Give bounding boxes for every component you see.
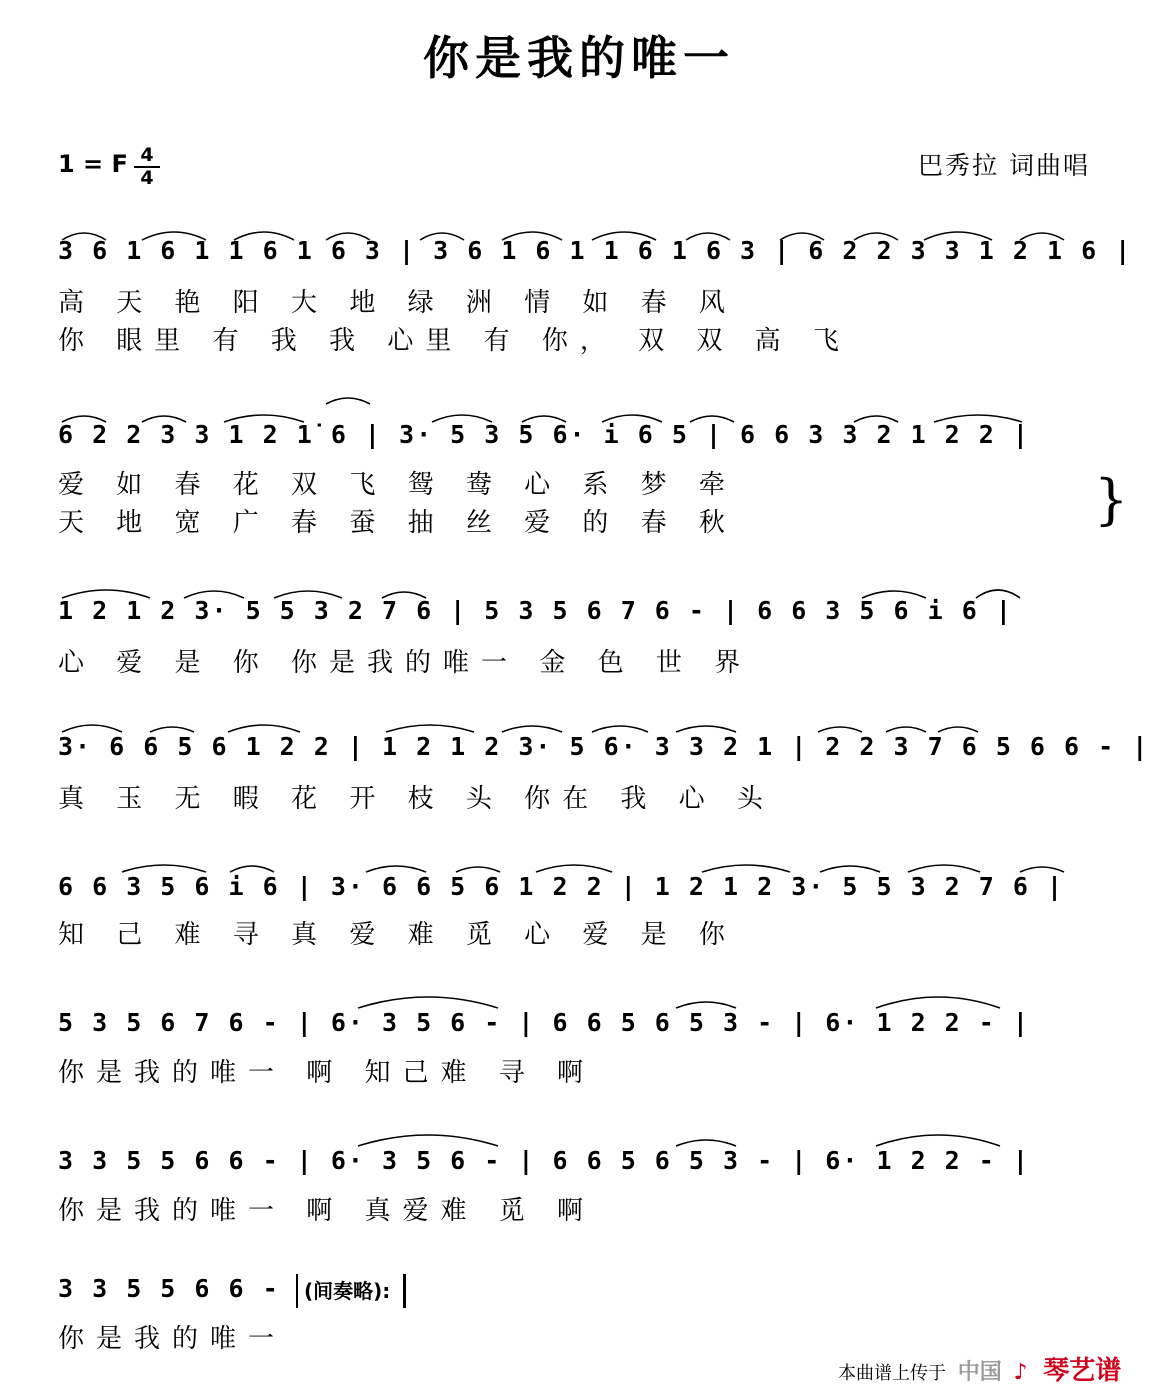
lyric-verse-1: 知 己 难 寻 真 爱 难 觅 心 爱 是 你 [58,920,737,950]
lyric-verse-2: 你 眼里 有 我 我 心里 有 你， 双 双 高 飞 [58,326,851,356]
notation-line: 3 3 5 5 6 6 - [58,1274,280,1303]
lyric-verse-1: 心 爱 是 你 你是我的唯一 金 色 世 界 [58,648,753,678]
lyric-verse-2: 天 地 宽 广 春 蚕 抽 丝 爱 的 春 秋 [58,508,737,538]
notation-line: 3 6 1 6 1 1 6 1 6 3 | 3 6 1 6 1 1 6 1 6 3 | 6 2 2 3 3 1 2 1 6 | [58,236,1133,265]
footer-source [838,1350,1121,1387]
lyric-verse-1: 你是我的唯一 啊 真爱难 觅 啊 [58,1196,596,1226]
lyric-verse-1: 你是我的唯一 啊 知己难 寻 啊 [58,1058,596,1088]
key-signature: 1 = F [58,150,128,178]
lyric-verse-1: 爱 如 春 花 双 飞 鸳 鸯 心 系 梦 牵 [58,470,737,500]
lyric-verse-1: 高 天 艳 阳 大 地 绿 洲 情 如 春 风 [58,288,737,318]
notation-line: 1 2 1 2 3· 5 5 3 2 7 6 | 5 3 5 6 7 6 - | 6 6 3 5 6 i 6 | [58,596,1013,625]
meter-top: 4 [140,144,154,166]
notation-line: 3 3 5 5 6 6 - | 6· 3 5 6 - | 6 6 5 6 5 3 - | 6· 1 2 2 - | [58,1146,1030,1175]
final-barline [403,1274,406,1308]
footer-uploaded-text: 本曲谱上传于 [838,1363,946,1384]
notation-line: 6 2 2 3 3 1 2 1̇ 6 | 3· 5 3 5 6· i 6 5 | 6 6 3 3 2 1 2 2 | [58,420,1030,449]
page-title: 你是我的唯一 [423,31,735,85]
notation-line: 6 6 3 5 6 i 6 | 3· 6 6 5 6 1 2 2 | 1 2 1 2 3· 5 5 3 2 7 6 | [58,872,1065,901]
time-signature [134,146,160,188]
notation-line: 3· 6 6 5 6 1 2 2 | 1 2 1 2 3· 5 6· 3 3 2 1 | 2 2 3 7 6 5 6 6 - | [58,732,1150,761]
lyric-verse-1: 你是我的唯一 [58,1324,287,1354]
author-credit: 巴秀拉 词曲唱 [918,151,1090,180]
lyric-verse-1: 真 玉 无 暇 花 开 枝 头 你在 我 心 头 [58,784,775,814]
footer-site-b[interactable]: 琴艺谱 [1043,1356,1122,1386]
verse-brace: } [1094,468,1129,531]
notation-line: 5 3 5 6 7 6 - | 6· 3 5 6 - | 6 6 5 6 5 3 - | 6· 1 2 2 - | [58,1008,1030,1037]
interlude-mark [296,1274,406,1308]
music-logo-icon: ♪ [1013,1360,1028,1385]
footer-site-a: 中国 [957,1360,1002,1385]
interlude-text: (间奏略): [304,1279,391,1303]
meter-bottom: 4 [140,167,154,189]
